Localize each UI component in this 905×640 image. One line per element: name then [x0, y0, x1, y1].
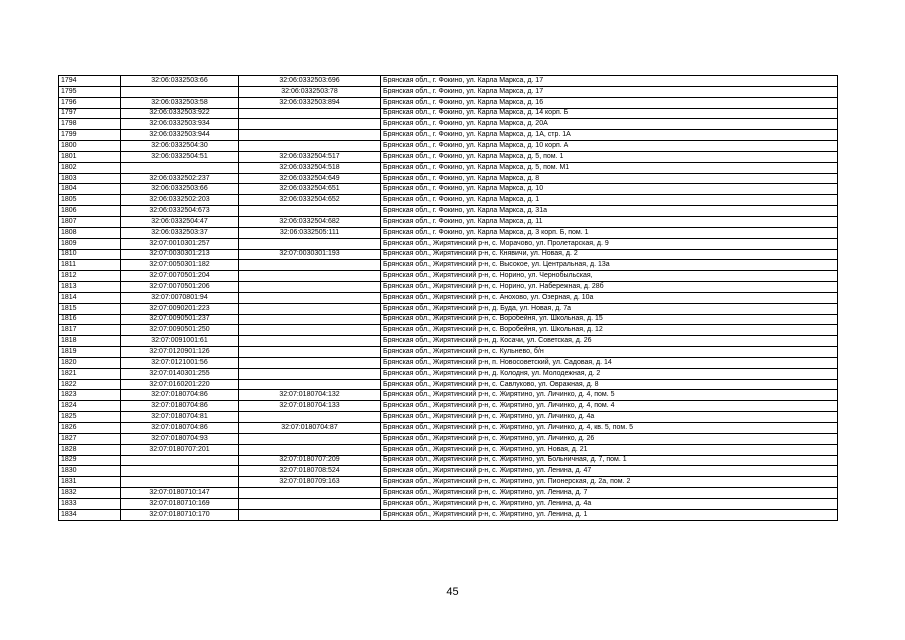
- row-number-cell: 1798: [59, 119, 121, 130]
- premises-cadastral-number-cell: 32:06:0332504:651: [239, 184, 381, 195]
- table-row: [59, 76, 838, 87]
- premises-cadastral-number-cell: 32:06:0332504:649: [239, 173, 381, 184]
- row-number-cell: 1812: [59, 271, 121, 282]
- row-number-cell: 1827: [59, 433, 121, 444]
- row-number-cell: 1824: [59, 401, 121, 412]
- row-number-cell: 1816: [59, 314, 121, 325]
- premises-cadastral-number-cell: [239, 325, 381, 336]
- table-row: [59, 390, 838, 401]
- cadastral-number-cell: 32:07:0091001:61: [121, 336, 239, 347]
- row-number-cell: 1822: [59, 379, 121, 390]
- row-number-cell: 1826: [59, 423, 121, 434]
- table-row: [59, 292, 838, 303]
- address-cell: Брянская обл., Жирятинский р-н, с. Норино, ул. Чернобыльская,: [381, 271, 838, 282]
- table-row: [59, 227, 838, 238]
- table-row: [59, 433, 838, 444]
- address-cell: Брянская обл., г. Фокино, ул. Карла Маркса, д. 1А, стр. 1А: [381, 130, 838, 141]
- cadastral-number-cell: 32:06:0332502:203: [121, 195, 239, 206]
- address-cell: Брянская обл., Жирятинский р-н, с. Анохово, ул. Озерная, д. 10а: [381, 292, 838, 303]
- cadastral-number-cell: 32:06:0332503:934: [121, 119, 239, 130]
- address-cell: Брянская обл., Жирятинский р-н, с. Воробейня, ул. Школьная, д. 12: [381, 325, 838, 336]
- row-number-cell: 1825: [59, 412, 121, 423]
- premises-cadastral-number-cell: [239, 357, 381, 368]
- address-cell: Брянская обл., Жирятинский р-н, с. Норино, ул. Набережная, д. 28б: [381, 282, 838, 293]
- cadastral-number-cell: 32:06:0332503:37: [121, 227, 239, 238]
- cadastral-number-cell: 32:07:0050301:182: [121, 260, 239, 271]
- row-number-cell: 1830: [59, 466, 121, 477]
- row-number-cell: 1807: [59, 216, 121, 227]
- premises-cadastral-number-cell: 32:07:0180704:132: [239, 390, 381, 401]
- row-number-cell: 1800: [59, 141, 121, 152]
- cadastral-number-cell: 32:07:0180710:147: [121, 488, 239, 499]
- table-row: [59, 86, 838, 97]
- property-table: [58, 75, 838, 521]
- cadastral-number-cell: 32:07:0070801:94: [121, 292, 239, 303]
- cadastral-number-cell: [121, 162, 239, 173]
- table-row: [59, 282, 838, 293]
- table-row: [59, 379, 838, 390]
- table-row: [59, 357, 838, 368]
- address-cell: Брянская обл., Жирятинский р-н, с. Жирятино, ул. Личинко, д. 4, кв. 5, пом. 5: [381, 423, 838, 434]
- row-number-cell: 1833: [59, 498, 121, 509]
- cadastral-number-cell: 32:06:0332504:30: [121, 141, 239, 152]
- premises-cadastral-number-cell: 32:06:0332504:517: [239, 151, 381, 162]
- premises-cadastral-number-cell: 32:07:0030301:193: [239, 249, 381, 260]
- table-row: [59, 141, 838, 152]
- address-cell: Брянская обл., Жирятинский р-н, с. Жирятино, ул. Личинко, д. 4, пом. 5: [381, 390, 838, 401]
- cadastral-number-cell: 32:07:0160201:220: [121, 379, 239, 390]
- row-number-cell: 1821: [59, 368, 121, 379]
- page-number: 45: [446, 586, 459, 598]
- cadastral-number-cell: 32:07:0180707:201: [121, 444, 239, 455]
- table-row: [59, 260, 838, 271]
- premises-cadastral-number-cell: [239, 282, 381, 293]
- address-cell: Брянская обл., Жирятинский р-н, с. Жирятино, ул. Личинко, д. 4, пом. 4: [381, 401, 838, 412]
- address-cell: Брянская обл., Жирятинский р-н, с. Жирятино, ул. Ленина, д. 47: [381, 466, 838, 477]
- table-row: [59, 314, 838, 325]
- premises-cadastral-number-cell: [239, 433, 381, 444]
- table-row: [59, 130, 838, 141]
- premises-cadastral-number-cell: 32:06:0332503:894: [239, 97, 381, 108]
- row-number-cell: 1831: [59, 477, 121, 488]
- cadastral-number-cell: 32:06:0332504:51: [121, 151, 239, 162]
- cadastral-number-cell: 32:06:0332503:66: [121, 184, 239, 195]
- table-row: [59, 498, 838, 509]
- premises-cadastral-number-cell: 32:06:0332504:682: [239, 216, 381, 227]
- cadastral-number-cell: 32:07:0180704:81: [121, 412, 239, 423]
- table-row: [59, 477, 838, 488]
- premises-cadastral-number-cell: 32:06:0332503:78: [239, 86, 381, 97]
- address-cell: Брянская обл., Жирятинский р-н, с. Княвичи, ул. Новая, д. 2: [381, 249, 838, 260]
- table-row: [59, 162, 838, 173]
- table-row: [59, 336, 838, 347]
- address-cell: Брянская обл., Жирятинский р-н, д. Косачи, ул. Советская, д. 26: [381, 336, 838, 347]
- premises-cadastral-number-cell: [239, 488, 381, 499]
- cadastral-number-cell: 32:07:0010301:257: [121, 238, 239, 249]
- address-cell: Брянская обл., Жирятинский р-н, с. Жирятино, ул. Больничная, д. 7, пом. 1: [381, 455, 838, 466]
- row-number-cell: 1806: [59, 206, 121, 217]
- premises-cadastral-number-cell: 32:06:0332504:518: [239, 162, 381, 173]
- cadastral-number-cell: 32:06:0332503:66: [121, 76, 239, 87]
- cadastral-number-cell: 32:07:0030301:213: [121, 249, 239, 260]
- premises-cadastral-number-cell: [239, 444, 381, 455]
- address-cell: Брянская обл., Жирятинский р-н, д. Буда, ул. Новая, д. 7а: [381, 303, 838, 314]
- address-cell: Брянская обл., г. Фокино, ул. Карла Маркса, д. 31а: [381, 206, 838, 217]
- row-number-cell: 1817: [59, 325, 121, 336]
- address-cell: Брянская обл., г. Фокино, ул. Карла Маркса, д. 11: [381, 216, 838, 227]
- cadastral-number-cell: 32:07:0090201:223: [121, 303, 239, 314]
- row-number-cell: 1823: [59, 390, 121, 401]
- premises-cadastral-number-cell: [239, 260, 381, 271]
- row-number-cell: 1796: [59, 97, 121, 108]
- row-number-cell: 1808: [59, 227, 121, 238]
- table-row: [59, 455, 838, 466]
- table-row: [59, 184, 838, 195]
- table-row: [59, 412, 838, 423]
- row-number-cell: 1809: [59, 238, 121, 249]
- row-number-cell: 1794: [59, 76, 121, 87]
- address-cell: Брянская обл., Жирятинский р-н, с. Жирятино, ул. Ленина, д. 7: [381, 488, 838, 499]
- row-number-cell: 1834: [59, 509, 121, 520]
- premises-cadastral-number-cell: [239, 108, 381, 119]
- cadastral-number-cell: 32:06:0332502:237: [121, 173, 239, 184]
- cadastral-number-cell: 32:07:0070501:206: [121, 282, 239, 293]
- row-number-cell: 1797: [59, 108, 121, 119]
- cadastral-number-cell: 32:06:0332504:673: [121, 206, 239, 217]
- address-cell: Брянская обл., г. Фокино, ул. Карла Маркса, д. 5, пом. М1: [381, 162, 838, 173]
- table-row: [59, 347, 838, 358]
- address-cell: Брянская обл., г. Фокино, ул. Карла Маркса, д. 17: [381, 76, 838, 87]
- premises-cadastral-number-cell: [239, 314, 381, 325]
- cadastral-number-cell: 32:07:0180710:170: [121, 509, 239, 520]
- cadastral-number-cell: 32:07:0180704:86: [121, 423, 239, 434]
- address-cell: Брянская обл., г. Фокино, ул. Карла Маркса, д. 5, пом. 1: [381, 151, 838, 162]
- premises-cadastral-number-cell: 32:07:0180709:163: [239, 477, 381, 488]
- address-cell: Брянская обл., г. Фокино, ул. Карла Маркса, д. 3 корп. Б, пом. 1: [381, 227, 838, 238]
- address-cell: Брянская обл., г. Фокино, ул. Карла Маркса, д. 20А: [381, 119, 838, 130]
- address-cell: Брянская обл., г. Фокино, ул. Карла Маркса, д. 8: [381, 173, 838, 184]
- premises-cadastral-number-cell: [239, 509, 381, 520]
- row-number-cell: 1829: [59, 455, 121, 466]
- cadastral-number-cell: 32:06:0332503:944: [121, 130, 239, 141]
- premises-cadastral-number-cell: 32:07:0180704:87: [239, 423, 381, 434]
- table-row: [59, 466, 838, 477]
- address-cell: Брянская обл., Жирятинский р-н, с. Жирятино, ул. Новая, д. 21: [381, 444, 838, 455]
- table-row: [59, 97, 838, 108]
- address-cell: Брянская обл., Жирятинский р-н, п. Новосоветский, ул. Садовая, д. 14: [381, 357, 838, 368]
- cadastral-number-cell: 32:06:0332503:922: [121, 108, 239, 119]
- premises-cadastral-number-cell: [239, 379, 381, 390]
- cadastral-number-cell: 32:07:0180704:86: [121, 390, 239, 401]
- table-row: [59, 108, 838, 119]
- cadastral-number-cell: 32:07:0070501:204: [121, 271, 239, 282]
- premises-cadastral-number-cell: [239, 336, 381, 347]
- cadastral-number-cell: 32:07:0090501:250: [121, 325, 239, 336]
- cadastral-number-cell: [121, 86, 239, 97]
- table-row: [59, 271, 838, 282]
- row-number-cell: 1820: [59, 357, 121, 368]
- row-number-cell: 1818: [59, 336, 121, 347]
- cadastral-number-cell: 32:07:0180704:93: [121, 433, 239, 444]
- premises-cadastral-number-cell: [239, 206, 381, 217]
- address-cell: Брянская обл., Жирятинский р-н, с. Жирятино, ул. Личинко, д. 4а: [381, 412, 838, 423]
- row-number-cell: 1814: [59, 292, 121, 303]
- row-number-cell: 1801: [59, 151, 121, 162]
- row-number-cell: 1828: [59, 444, 121, 455]
- address-cell: Брянская обл., г. Фокино, ул. Карла Маркса, д. 16: [381, 97, 838, 108]
- premises-cadastral-number-cell: 32:06:0332505:111: [239, 227, 381, 238]
- address-cell: Брянская обл., Жирятинский р-н, с. Савлуково, ул. Овражная, д. 8: [381, 379, 838, 390]
- premises-cadastral-number-cell: [239, 292, 381, 303]
- address-cell: Брянская обл., Жирятинский р-н, с. Жирятино, ул. Личинко, д. 26: [381, 433, 838, 444]
- premises-cadastral-number-cell: [239, 303, 381, 314]
- table-row: [59, 488, 838, 499]
- row-number-cell: 1815: [59, 303, 121, 314]
- premises-cadastral-number-cell: 32:06:0332503:696: [239, 76, 381, 87]
- premises-cadastral-number-cell: [239, 271, 381, 282]
- cadastral-number-cell: 32:07:0120901:126: [121, 347, 239, 358]
- row-number-cell: 1795: [59, 86, 121, 97]
- cadastral-number-cell: 32:07:0121001:56: [121, 357, 239, 368]
- premises-cadastral-number-cell: [239, 238, 381, 249]
- cadastral-number-cell: 32:06:0332503:58: [121, 97, 239, 108]
- address-cell: Брянская обл., Жирятинский р-н, с. Морачово, ул. Пролетарская, д. 9: [381, 238, 838, 249]
- table-row: [59, 368, 838, 379]
- table-row: [59, 303, 838, 314]
- premises-cadastral-number-cell: [239, 412, 381, 423]
- premises-cadastral-number-cell: [239, 119, 381, 130]
- premises-cadastral-number-cell: [239, 498, 381, 509]
- table-row: [59, 325, 838, 336]
- row-number-cell: 1799: [59, 130, 121, 141]
- address-cell: Брянская обл., г. Фокино, ул. Карла Маркса, д. 10 корп. А: [381, 141, 838, 152]
- row-number-cell: 1813: [59, 282, 121, 293]
- cadastral-number-cell: 32:06:0332504:47: [121, 216, 239, 227]
- table-row: [59, 173, 838, 184]
- address-cell: Брянская обл., Жирятинский р-н, с. Высокое, ул. Центральная, д. 13а: [381, 260, 838, 271]
- premises-cadastral-number-cell: 32:07:0180707:209: [239, 455, 381, 466]
- cadastral-number-cell: 32:07:0140301:255: [121, 368, 239, 379]
- table-row: [59, 249, 838, 260]
- row-number-cell: 1802: [59, 162, 121, 173]
- address-cell: Брянская обл., г. Фокино, ул. Карла Маркса, д. 10: [381, 184, 838, 195]
- table-row: [59, 195, 838, 206]
- premises-cadastral-number-cell: 32:06:0332504:652: [239, 195, 381, 206]
- cadastral-number-cell: 32:07:0180710:169: [121, 498, 239, 509]
- cadastral-number-cell: [121, 455, 239, 466]
- address-cell: Брянская обл., Жирятинский р-н, с. Жирятино, ул. Ленина, д. 4а: [381, 498, 838, 509]
- address-cell: Брянская обл., Жирятинский р-н, д. Колодня, ул. Молодежная, д. 2: [381, 368, 838, 379]
- row-number-cell: 1819: [59, 347, 121, 358]
- table-row: [59, 119, 838, 130]
- address-cell: Брянская обл., Жирятинский р-н, с. Кульнево, б/н: [381, 347, 838, 358]
- table-row: [59, 216, 838, 227]
- premises-cadastral-number-cell: 32:07:0180708:524: [239, 466, 381, 477]
- cadastral-number-cell: 32:07:0090501:237: [121, 314, 239, 325]
- row-number-cell: 1804: [59, 184, 121, 195]
- table-row: [59, 509, 838, 520]
- row-number-cell: 1832: [59, 488, 121, 499]
- row-number-cell: 1810: [59, 249, 121, 260]
- premises-cadastral-number-cell: [239, 368, 381, 379]
- address-cell: Брянская обл., г. Фокино, ул. Карла Маркса, д. 1: [381, 195, 838, 206]
- table-row: [59, 238, 838, 249]
- address-cell: Брянская обл., Жирятинский р-н, с. Жирятино, ул. Пионерская, д. 2а, пом. 2: [381, 477, 838, 488]
- address-cell: Брянская обл., Жирятинский р-н, с. Жирятино, ул. Ленина, д. 1: [381, 509, 838, 520]
- row-number-cell: 1811: [59, 260, 121, 271]
- premises-cadastral-number-cell: [239, 130, 381, 141]
- cadastral-number-cell: [121, 477, 239, 488]
- cadastral-number-cell: 32:07:0180704:86: [121, 401, 239, 412]
- address-cell: Брянская обл., Жирятинский р-н, с. Воробейня, ул. Школьная, д. 15: [381, 314, 838, 325]
- row-number-cell: 1803: [59, 173, 121, 184]
- address-cell: Брянская обл., г. Фокино, ул. Карла Маркса, д. 17: [381, 86, 838, 97]
- table-body: [59, 76, 838, 521]
- table-row: [59, 444, 838, 455]
- premises-cadastral-number-cell: 32:07:0180704:133: [239, 401, 381, 412]
- premises-cadastral-number-cell: [239, 347, 381, 358]
- table-row: [59, 423, 838, 434]
- address-cell: Брянская обл., г. Фокино, ул. Карла Маркса, д. 14 корп. Б: [381, 108, 838, 119]
- table-row: [59, 401, 838, 412]
- premises-cadastral-number-cell: [239, 141, 381, 152]
- row-number-cell: 1805: [59, 195, 121, 206]
- table-row: [59, 206, 838, 217]
- cadastral-number-cell: [121, 466, 239, 477]
- table-row: [59, 151, 838, 162]
